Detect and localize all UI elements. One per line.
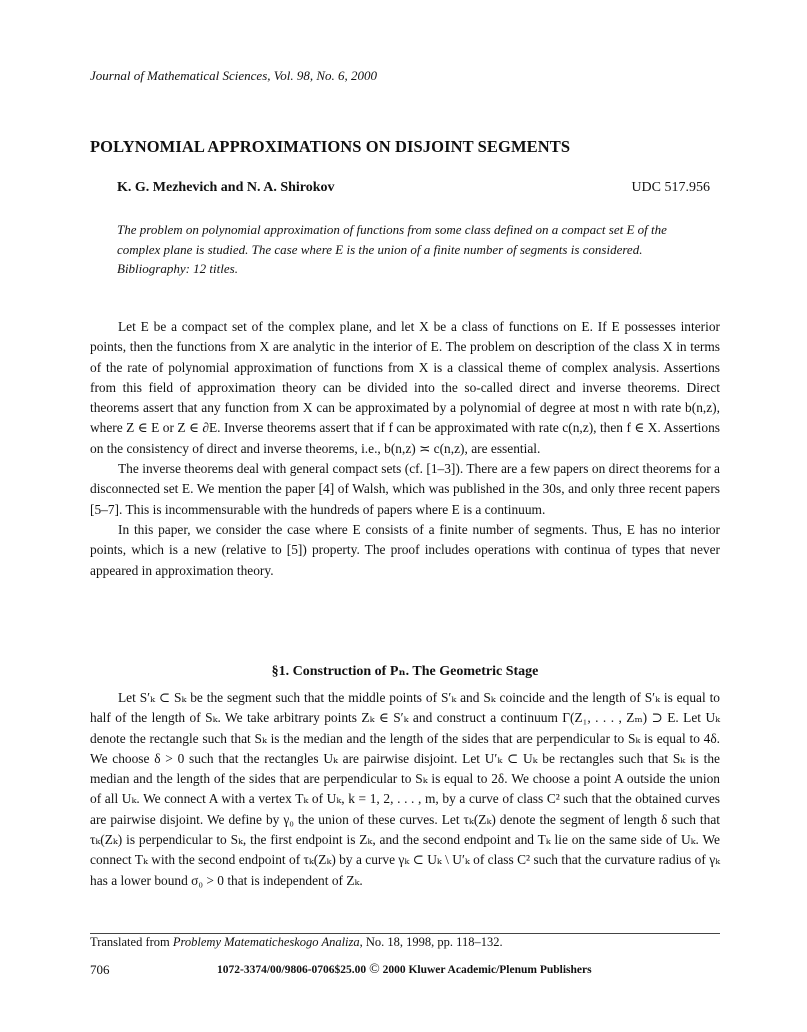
article-authors: K. G. Mezhevich and N. A. Shirokov: [117, 180, 335, 195]
footnote-suffix: , No. 18, 1998, pp. 118–132.: [359, 935, 503, 949]
body-paragraph-1: Let E be a compact set of the complex plane, and let X be a class of functions on E. If E possesses interior points, then the functions from X are analytic in the interior of E. The problem on description of the class X in terms of the rate of polynomial approximation of functions from X is a classical theme of complex analysis. Assertions from this field of approximation theory can be divided into the so-called direct and inverse theorems. Direct theorems assert that any function from X can be approximated by a polynomial of degree at most n with rate b(n,z), where Z ∈ E or Z ∈ ∂E. Inverse theorems assert that if f can be approximated with rate c(n,z), then f ∈ X. Assertions on the consistency of direct and inverse theorems, i.e., b(n,z) ≍ c(n,z), are essential.: [90, 319, 720, 456]
issn-price: 1072-3374/00/9806-0706$25.00: [217, 964, 367, 976]
section-paragraph: Let S′ₖ ⊂ Sₖ be the segment such that the middle points of S′ₖ and Sₖ coincide and the length of S′ₖ is equal to half of the length of Sₖ. We take arbitrary points Zₖ ∈ S′ₖ and construct a continuum Γ(Z₁, . . . , Zₘ) ⊃ E. Let Uₖ denote the rectangle such that Sₖ is the median and the length of the sides that are perpendicular to Sₖ is equal to 4δ. We choose δ > 0 such that the rectangles Uₖ are pairwise disjoint. Let U′ₖ ⊂ Uₖ be rectangles such that Sₖ is the median and the length of the sides that are perpendicular to Sₖ is equal to 2δ. We choose a point A outside the union of all Uₖ. We connect A with a vertex Tₖ of Uₖ, k = 1, 2, . . . , m, by a curve of class C² such that the obtained curves are pairwise disjoint. We define by γ₀ the union of these curves. Let τₖ(Zₖ) denote the segment of length δ such that τₖ(Zₖ) is perpendicular to Sₖ, the first endpoint is Zₖ, and the second endpoint and Tₖ lie on the same side of Uₖ. We connect Tₖ with the second endpoint of τₖ(Zₖ) by a curve γₖ ⊂ Uₖ \ U′ₖ of class C² such that the curvature radius of γₖ has a lower bound σ₀ > 0 that is independent of Zₖ.: [90, 690, 720, 888]
translation-footnote: [90, 935, 503, 950]
article-title: POLYNOMIAL APPROXIMATIONS ON DISJOINT SEGMENTS: [90, 137, 571, 156]
abstract: The problem on polynomial approximation of functions from some class defined on a compact set E of the complex plane is studied. The case where E is the union of a finite number of segments is considered. Bibliography: 12 titles.: [117, 222, 667, 276]
introduction: [90, 317, 720, 581]
body-paragraph-3: In this paper, we consider the case where E consists of a finite number of segments. Thus, E has no interior points, which is a new (relative to [5]) property. The proof includes operations with continua of types that never appeared in approximation theory.: [90, 521, 720, 578]
section-heading: §1. Construction of Pₙ. The Geometric Stage: [271, 664, 539, 679]
udc-code: UDC 517.956: [631, 180, 710, 195]
footnote-prefix: Translated from: [90, 935, 173, 949]
footnote-rule: [90, 933, 720, 934]
page-number: 706: [90, 962, 110, 977]
copyright-icon: ©: [369, 962, 380, 977]
journal-header: Journal of Mathematical Sciences, Vol. 98, No. 6, 2000: [90, 68, 378, 83]
copyright-line: [217, 962, 592, 978]
publisher: 2000 Kluwer Academic/Plenum Publishers: [382, 964, 592, 976]
footnote-source: Problemy Matematicheskogo Analiza: [172, 935, 360, 949]
section-body: [90, 688, 720, 891]
body-paragraph-2: The inverse theorems deal with general compact sets (cf. [1–3]). There are a few papers on direct theorems for a disconnected set E. We mention the paper [4] of Walsh, which was published in the 30s, and only three recent papers [5–7]. This is incommensurable with the hundreds of papers where E is a continuum.: [90, 461, 720, 517]
